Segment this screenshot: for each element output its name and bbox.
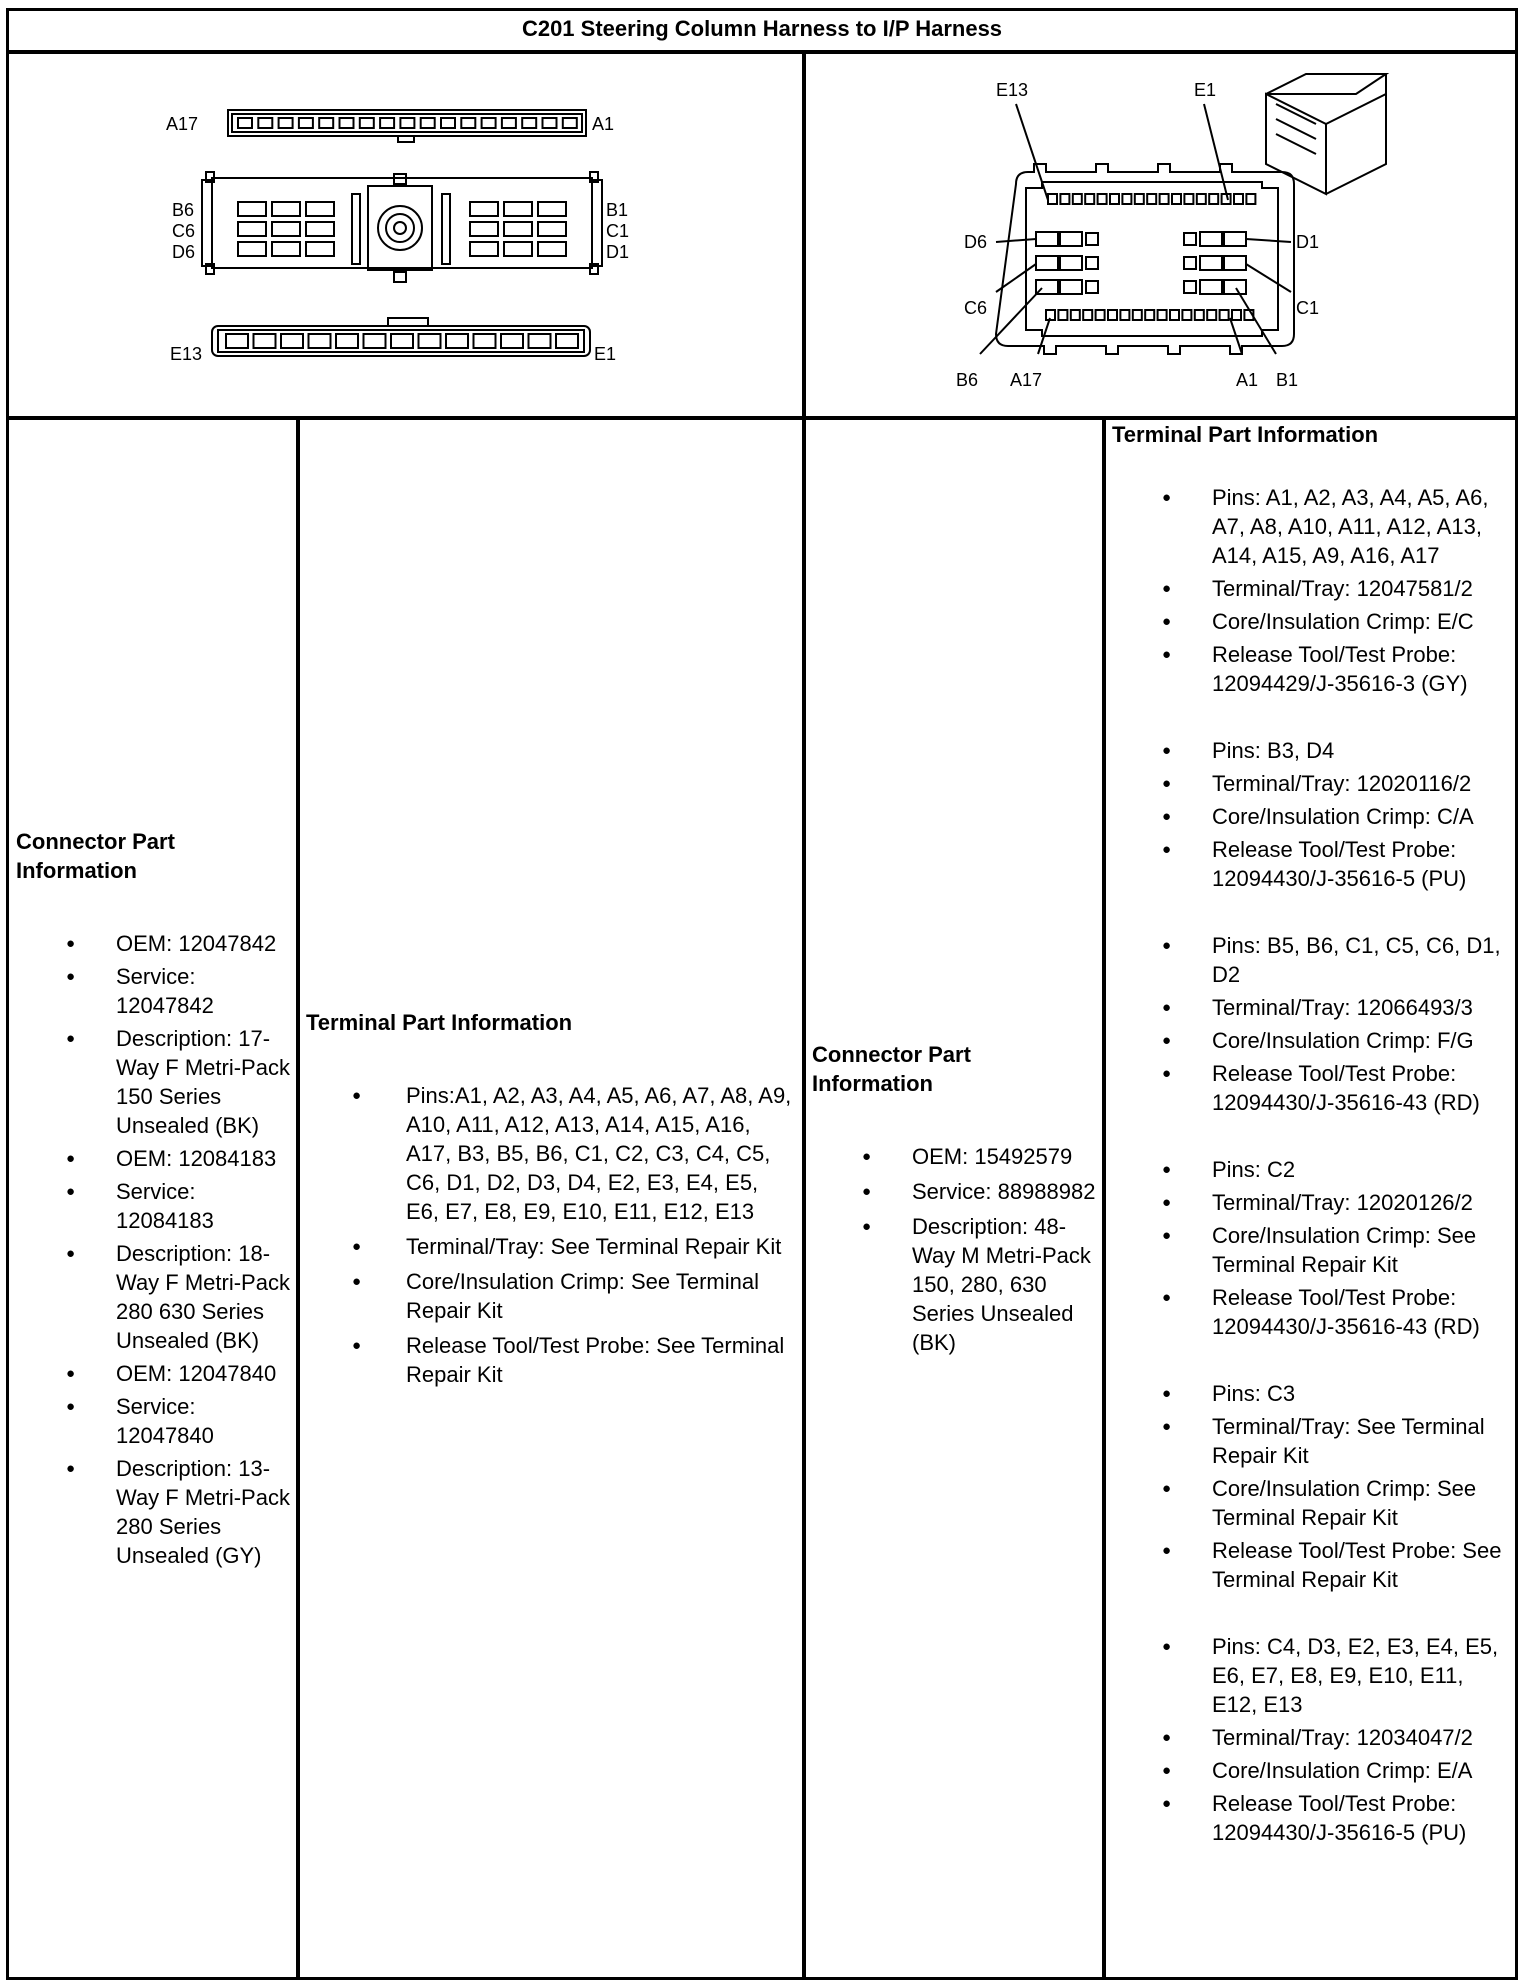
pin-cavity bbox=[400, 118, 414, 128]
divider bbox=[802, 50, 806, 420]
pin-cavity bbox=[1060, 194, 1069, 204]
pin-cavity bbox=[1135, 194, 1144, 204]
pin-label: B1 bbox=[606, 200, 629, 220]
section-heading: Terminal Part Information bbox=[306, 1009, 573, 1035]
pin-cavity bbox=[1232, 310, 1241, 320]
pin-cavity bbox=[1058, 310, 1067, 320]
list-item: ● Release Tool/Test Probe: 12094430/J-35616-5 (PU) bbox=[1112, 1789, 1512, 1847]
pin-cavity bbox=[281, 334, 303, 348]
list-item: ● Terminal/Tray: 12047581/2 bbox=[1112, 574, 1512, 603]
list-item: ● Terminal/Tray: 12020126/2 bbox=[1112, 1188, 1512, 1217]
list-item: ● Release Tool/Test Probe: 12094430/J-35616-43 (RD) bbox=[1112, 1059, 1512, 1117]
pin-label: E1 bbox=[1194, 80, 1217, 100]
list-item: ● OEM: 12047840 bbox=[16, 1359, 290, 1388]
pin-cavity bbox=[319, 118, 333, 128]
list-item: ● Release Tool/Test Probe: 12094430/J-35616-43 (RD) bbox=[1112, 1283, 1512, 1341]
pin-cavity bbox=[1158, 310, 1167, 320]
pin-label: D6 bbox=[964, 232, 988, 252]
list-item: ● OEM: 12084183 bbox=[16, 1144, 290, 1173]
pin-cavity bbox=[1182, 310, 1191, 320]
terminal-part-info-left bbox=[300, 420, 802, 1976]
pin-cavity bbox=[380, 118, 394, 128]
pin-cavity bbox=[543, 118, 557, 128]
connector-part-list bbox=[16, 929, 290, 1570]
list-item: ● Terminal/Tray: See Terminal Repair Kit bbox=[1112, 1412, 1512, 1470]
terminal-part-list bbox=[306, 1081, 796, 1389]
pin-cavity bbox=[1122, 194, 1131, 204]
pin-label: D1 bbox=[1296, 232, 1320, 252]
list-item: ● Core/Insulation Crimp: See Terminal Repair Kit bbox=[1112, 1474, 1512, 1532]
connector-part-info-right bbox=[806, 420, 1102, 1976]
pin-cavity bbox=[1071, 310, 1080, 320]
list-item: ● Pins: B3, D4 bbox=[1112, 736, 1512, 765]
pin-label: B6 bbox=[956, 370, 979, 390]
terminal-group bbox=[1112, 1632, 1512, 1847]
pin-cavity bbox=[1184, 194, 1193, 204]
pin-cavity bbox=[258, 118, 272, 128]
pin-cavity bbox=[529, 334, 551, 348]
list-item: ● Terminal/Tray: 12034047/2 bbox=[1112, 1723, 1512, 1752]
pin-label: C1 bbox=[606, 221, 630, 241]
connector-part-info-left bbox=[10, 420, 296, 1976]
list-item: ● OEM: 15492579 bbox=[812, 1142, 1096, 1171]
pin-cavity bbox=[1108, 310, 1117, 320]
pin-cavity bbox=[1147, 194, 1156, 204]
pin-cavity bbox=[1195, 310, 1204, 320]
pin-cavity bbox=[1172, 194, 1181, 204]
harness-connector-face-diagram bbox=[166, 98, 646, 388]
pin-cavity bbox=[446, 334, 468, 348]
pin-label: B1 bbox=[1276, 370, 1299, 390]
pin-cavity bbox=[1048, 194, 1057, 204]
list-item: ● Pins: A1, A2, A3, A4, A5, A6, A7, A8, A10, A11, A12, A13, A14, A15, A9, A16, A17 bbox=[1112, 483, 1512, 570]
list-item: ● Service: 12084183 bbox=[16, 1177, 290, 1235]
pin-cavity bbox=[1073, 194, 1082, 204]
pin-label: E1 bbox=[594, 344, 617, 364]
list-item: ● Release Tool/Test Probe: 12094429/J-35616-3 (GY) bbox=[1112, 640, 1512, 698]
pin-cavity bbox=[360, 118, 374, 128]
list-item: ● Description: 13-Way F Metri-Pack 280 Series Unsealed (GY) bbox=[16, 1454, 290, 1570]
pin-label: A1 bbox=[1236, 370, 1259, 390]
list-item: ● Service: 88988982 bbox=[812, 1177, 1096, 1206]
pin-label: A17 bbox=[1010, 370, 1043, 390]
section-heading: Connector Part Information bbox=[16, 828, 175, 883]
pin-cavity bbox=[279, 118, 293, 128]
list-item: ● Pins: C3 bbox=[1112, 1379, 1512, 1408]
pin-cavity bbox=[563, 118, 577, 128]
divider bbox=[6, 50, 1518, 54]
pin-cavity bbox=[556, 334, 578, 348]
connector-part-list bbox=[812, 1142, 1096, 1357]
terminal-groups bbox=[1112, 483, 1512, 1847]
list-item: ● Service: 12047842 bbox=[16, 962, 290, 1020]
list-item: ● Pins: C2 bbox=[1112, 1155, 1512, 1184]
pin-cavity bbox=[340, 118, 354, 128]
pin-cavity bbox=[474, 334, 496, 348]
pin-cavity bbox=[419, 334, 441, 348]
list-item: ● Description: 17-Way F Metri-Pack 150 Series Unsealed (BK) bbox=[16, 1024, 290, 1140]
pin-cavity bbox=[254, 334, 276, 348]
list-item: ● Pins: C4, D3, E2, E3, E4, E5, E6, E7, E8, E9, E10, E11, E12, E13 bbox=[1112, 1632, 1512, 1719]
list-item: ● Release Tool/Test Probe: See Terminal Repair Kit bbox=[1112, 1536, 1512, 1594]
pin-label: C1 bbox=[1296, 298, 1320, 318]
terminal-group bbox=[1112, 1155, 1512, 1341]
terminal-group bbox=[1112, 1379, 1512, 1594]
pin-label: C6 bbox=[172, 221, 196, 241]
list-item: ● Description: 48-Way M Metri-Pack 150, 280, 630 Series Unsealed (BK) bbox=[812, 1212, 1096, 1357]
pin-label: E13 bbox=[996, 80, 1029, 100]
pin-cavity bbox=[364, 334, 386, 348]
pin-cavity bbox=[522, 118, 536, 128]
pin-cavity bbox=[461, 118, 475, 128]
list-item: ● Core/Insulation Crimp: E/A bbox=[1112, 1756, 1512, 1785]
pin-cavity bbox=[309, 334, 331, 348]
list-item: ● Service: 12047840 bbox=[16, 1392, 290, 1450]
list-item: ● Core/Insulation Crimp: See Terminal Repair Kit bbox=[1112, 1221, 1512, 1279]
list-item: ● Release Tool/Test Probe: 12094430/J-35616-5 (PU) bbox=[1112, 835, 1512, 893]
pin-cavity bbox=[1120, 310, 1129, 320]
pin-label: A17 bbox=[166, 114, 199, 134]
pin-cavity bbox=[1083, 310, 1092, 320]
pin-label: D6 bbox=[172, 242, 196, 262]
pin-label: E13 bbox=[170, 344, 203, 364]
pin-cavity bbox=[1197, 194, 1206, 204]
pin-cavity bbox=[421, 118, 435, 128]
pin-cavity bbox=[238, 118, 252, 128]
terminal-group bbox=[1112, 736, 1512, 893]
list-item: ● Core/Insulation Crimp: See Terminal Repair Kit bbox=[306, 1267, 796, 1325]
pin-cavity bbox=[502, 118, 516, 128]
list-item: ● Pins:A1, A2, A3, A4, A5, A6, A7, A8, A9, A10, A11, A12, A13, A14, A15, A16, A17, B3, B5, B6, C1, C2, C3, C4, C5, C6, D1, D2, D3, D4, E2, E3, E4, E5, E6, E7, E8, E9, E10, E11, E12, E13 bbox=[306, 1081, 796, 1226]
pin-cavity bbox=[441, 118, 455, 128]
list-item: ● Core/Insulation Crimp: E/C bbox=[1112, 607, 1512, 636]
pin-cavity bbox=[1220, 310, 1229, 320]
pin-cavity bbox=[1096, 310, 1105, 320]
pin-cavity bbox=[1133, 310, 1142, 320]
pin-cavity bbox=[391, 334, 413, 348]
connector-face-diagram bbox=[946, 64, 1406, 404]
pin-cavity bbox=[299, 118, 313, 128]
pin-cavity bbox=[1145, 310, 1154, 320]
list-item: ● Pins: B5, B6, C1, C5, C6, D1, D2 bbox=[1112, 931, 1512, 989]
list-item: ● OEM: 12047842 bbox=[16, 929, 290, 958]
connector-info-sheet bbox=[6, 8, 1518, 1980]
pin-label: B6 bbox=[172, 200, 195, 220]
pin-cavity bbox=[1160, 194, 1169, 204]
pin-cavity bbox=[482, 118, 496, 128]
pin-label: C6 bbox=[964, 298, 988, 318]
list-item: ● Core/Insulation Crimp: F/G bbox=[1112, 1026, 1512, 1055]
list-item: ● Terminal/Tray: 12066493/3 bbox=[1112, 993, 1512, 1022]
pin-cavity bbox=[501, 334, 523, 348]
list-item: ● Terminal/Tray: 12020116/2 bbox=[1112, 769, 1512, 798]
section-heading: Terminal Part Information bbox=[1112, 422, 1379, 447]
list-item: ● Core/Insulation Crimp: C/A bbox=[1112, 802, 1512, 831]
pin-cavity bbox=[336, 334, 358, 348]
pin-cavity bbox=[1234, 194, 1243, 204]
terminal-part-info-right bbox=[1106, 420, 1518, 1976]
pin-label: A1 bbox=[592, 114, 615, 134]
pin-cavity bbox=[1246, 194, 1255, 204]
page-title: C201 Steering Column Harness to I/P Harness bbox=[521, 16, 1003, 41]
pin-cavity bbox=[1098, 194, 1107, 204]
pin-cavity bbox=[1170, 310, 1179, 320]
terminal-group bbox=[1112, 483, 1512, 698]
pin-label: D1 bbox=[606, 242, 630, 262]
pin-cavity bbox=[226, 334, 248, 348]
list-item: ● Release Tool/Test Probe: See Terminal Repair Kit bbox=[306, 1331, 796, 1389]
pin-cavity bbox=[1085, 194, 1094, 204]
list-item: ● Description: 18-Way F Metri-Pack 280 630 Series Unsealed (BK) bbox=[16, 1239, 290, 1355]
pin-cavity bbox=[1209, 194, 1218, 204]
pin-cavity bbox=[1207, 310, 1216, 320]
list-item: ● Terminal/Tray: See Terminal Repair Kit bbox=[306, 1232, 796, 1261]
pin-cavity bbox=[1110, 194, 1119, 204]
terminal-group bbox=[1112, 931, 1512, 1117]
section-heading: Connector Part Information bbox=[812, 1041, 971, 1096]
